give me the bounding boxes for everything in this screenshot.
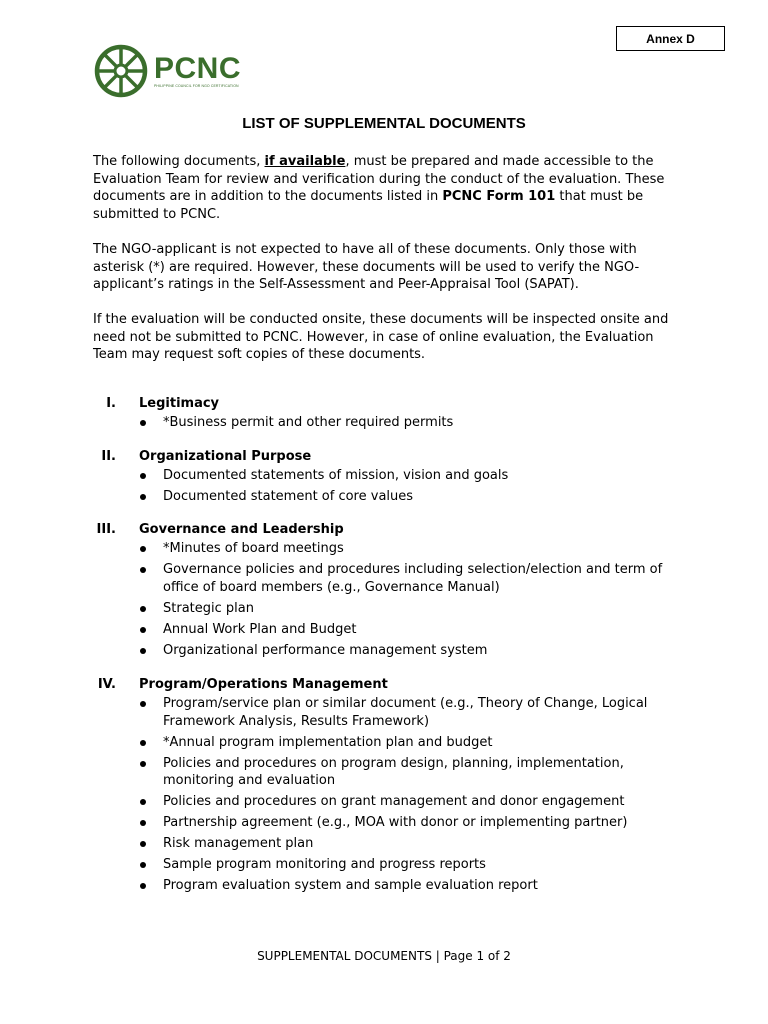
bullet-icon [140,761,146,767]
list-item [0,540,673,558]
list-item-text: Organizational performance management system [163,642,488,658]
intro-text: The following documents, [93,154,265,169]
bullet-icon [140,648,146,654]
list-item-text: Program evaluation system and sample evaluation report [163,878,538,893]
list-item [0,835,673,853]
list-item [0,877,673,895]
list-item [0,814,673,832]
section-title: Program/Operations Management [139,677,388,692]
list-item-text: Program/service plan or similar document (e.g., Theory of Change, Logical Framework Analysis, Results Framework) [163,696,648,729]
page-footer: SUPPLEMENTAL DOCUMENTS | Page 1 of 2 [257,949,511,963]
section-title: Legitimacy [139,396,220,411]
section-numeral: IV. [97,677,116,692]
list-item-text: Risk management plan [163,836,314,851]
section-organizational-purpose [0,447,768,509]
list-item-text: Policies and procedures on grant management and donor engagement [163,794,625,809]
list-item [0,793,673,811]
section-legitimacy [0,394,768,435]
bullet-icon [140,799,146,805]
section-numeral: III. [96,522,116,537]
list-item-text: Governance policies and procedures including selection/election and term of office of board members (e.g., Governance Manual) [163,562,663,595]
list-item [0,467,673,485]
list-item [0,488,673,506]
bullet-icon [140,494,146,500]
list-item-text: Annual Work Plan and Budget [163,621,357,637]
section-numeral: I. [106,396,116,411]
list-item [0,621,673,639]
list-item-text: Sample program monitoring and progress reports [163,857,486,872]
section-numeral: II. [101,449,116,464]
list-item [0,414,673,432]
bullet-icon [140,862,146,868]
bullet-icon [140,606,146,612]
bullet-icon [140,820,146,826]
list-item [0,642,673,660]
list-item-text: Partnership agreement (e.g., MOA with donor or implementing partner) [163,815,628,830]
bullet-icon [140,546,146,552]
intro-paragraph-2: The NGO-applicant is not expected to have all of these documents. Only those with asterisk (*) are required. However, these documents will be used to verify the NGO-applicant’s ratings in the Self-Assessment and Peer-Appraisal Tool (SAPAT). [93,242,640,292]
logo-tagline: PHILIPPINE COUNCIL FOR NGO CERTIFICATION [154,83,239,88]
intro-paragraph-1 [93,153,673,223]
bullet-icon [140,701,146,707]
form-reference: PCNC Form 101 [442,189,556,204]
section-title: Organizational Purpose [139,449,312,464]
list-item-text: *Annual program implementation plan and budget [163,734,493,750]
bullet-icon [140,883,146,889]
intro-text: that must be submitted to PCNC. [93,189,644,222]
wheel-logo-icon [94,44,148,98]
bullet-icon [140,567,146,573]
section-program-operations [0,675,768,898]
list-item [0,734,673,752]
list-item [0,600,673,618]
pcnc-logo [94,44,241,98]
annex-label: Annex D [616,26,725,51]
section-title: Governance and Leadership [139,522,344,537]
list-item-text: *Business permit and other required permits [163,415,454,430]
list-item [0,856,673,874]
list-item-text: Documented statement of core values [163,489,414,504]
if-available-emphasis: if available [264,154,346,169]
list-item [0,755,673,790]
list-item-text: Policies and procedures on program design, planning, implementation, monitoring and evaluation [163,755,624,788]
section-governance-leadership [0,520,768,663]
bullet-icon [140,473,146,479]
logo-name: PCNC [154,51,242,85]
bullet-icon [140,420,146,426]
bullet-icon [140,740,146,746]
bullet-icon [140,841,146,847]
list-item [0,561,673,596]
list-item-text: *Minutes of board meetings [163,541,344,556]
bullet-icon [140,627,146,633]
intro-paragraph-3: If the evaluation will be conducted onsite, these documents will be inspected onsite and need not be submitted to PCNC. However, in case of online evaluation, the Evaluation Team may request soft copies of these documents. [93,312,669,362]
intro-text: , must be prepared and made accessible to the Evaluation Team for review and verification during the conduct of the evaluation. These documents are in addition to the documents listed in [93,154,665,204]
page-title: LIST OF SUPPLEMENTAL DOCUMENTS [242,115,526,132]
list-item [0,695,673,730]
list-item-text: Documented statements of mission, vision and goals [163,468,509,483]
list-item-text: Strategic plan [163,600,254,616]
